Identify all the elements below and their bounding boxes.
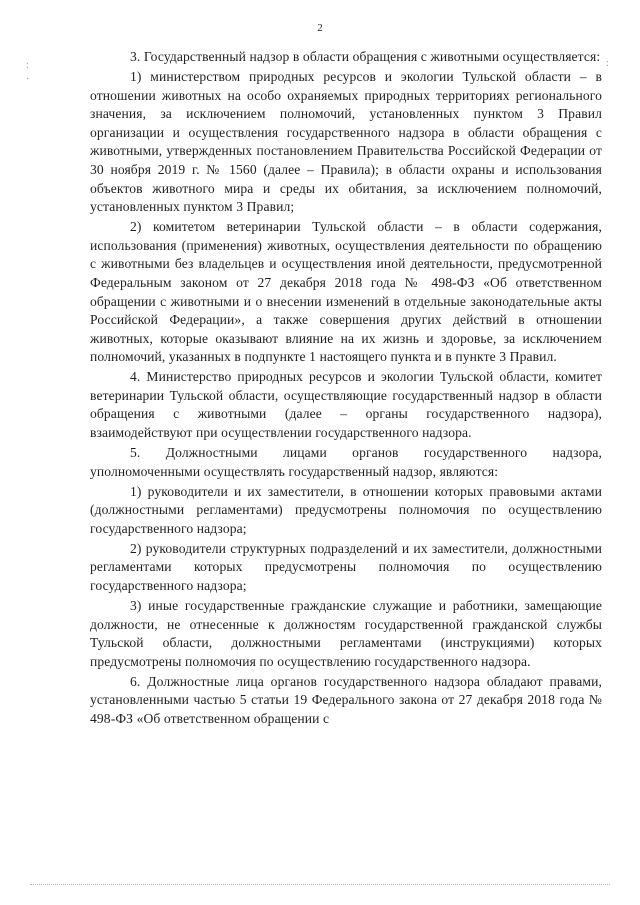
paragraph-5-1: 1) руководители и их заместители, в отношении которых правовыми актами (должностными регламентами) предусмотрены полномочия по осуществлению государственного надзора; xyxy=(90,483,602,536)
paragraph-6: 6. Должностные лица органов государственного надзора обладают правами, установленными частью 5 статьи 19 Федерального закона от 27 декабря 2018 года № 498-ФЗ «Об ответственном обращении с xyxy=(90,673,602,726)
document-body xyxy=(90,48,602,730)
paragraph-3-1: 1) министерством природных ресурсов и экологии Тульской области – в отношении животных на особо охраняемых природных территориях регионального значения, за исключением полномочий, установленных пунктом 3 Правил организации и осуществления государственного надзора в области обращения с животными, утвержденных постановлением Правительства Российской Федерации от 30 ноября 2019 г. № 1560 (далее – Правила); в области охраны и использования объектов животного мира и среды их обитания, за исключением полномочий, установленных пунктом 3 Правил; xyxy=(90,68,602,215)
paragraph-3: 3. Государственный надзор в области обращения с животными осуществляется: xyxy=(130,49,601,64)
scan-artifact: : xyxy=(26,60,29,71)
paragraph-4: 4. Министерство природных ресурсов и экологии Тульской области, комитет ветеринарии Тульской области, осуществляющие государственный надзор в области обращения с животными (далее – органы государственного надзора), взаимодействуют при осуществлении государственного надзора. xyxy=(90,369,602,441)
scan-bottom-artifact xyxy=(30,884,610,886)
paragraph-5-3: 3) иные государственные гражданские служащие и работники, замещающие должности, не отнесенные к должностям государственной гражданской службы Тульской области, должностными регламентами (инструкциями) которых предусмотрены полномочия по осуществлению государственного надзора. xyxy=(90,597,602,669)
paragraph-5: 5. Должностными лицами органов государственного надзора, уполномоченными осуществлять государственный надзор, являются: xyxy=(90,445,602,479)
paragraph-3-2: 2) комитетом ветеринарии Тульской области – в области содержания, использования (применения) животных, осуществления деятельности по обращению с животными без владельцев и осуществления иной деятельности, предусмотренной Федеральным законом от 27 декабря 2018 года № 498-ФЗ «Об ответственном обращении с животными и о внесении изменений в отдельные законодательные акты Российской Федерации», а также совершения других действий в отношении животных, которые оказывают влияние на их жизнь и здоровье, за исключением полномочий, указанных в подпункте 1 настоящего пункта и в пункте 3 Правил. xyxy=(90,219,602,365)
paragraph-5-2: 2) руководители структурных подразделений и их заместители, должностными регламентами которых предусмотрены полномочия по осуществлению государственного надзора; xyxy=(90,540,602,593)
scan-artifact: : xyxy=(606,58,609,69)
scan-artifact: · xyxy=(26,74,30,85)
page-number: 2 xyxy=(317,22,323,34)
